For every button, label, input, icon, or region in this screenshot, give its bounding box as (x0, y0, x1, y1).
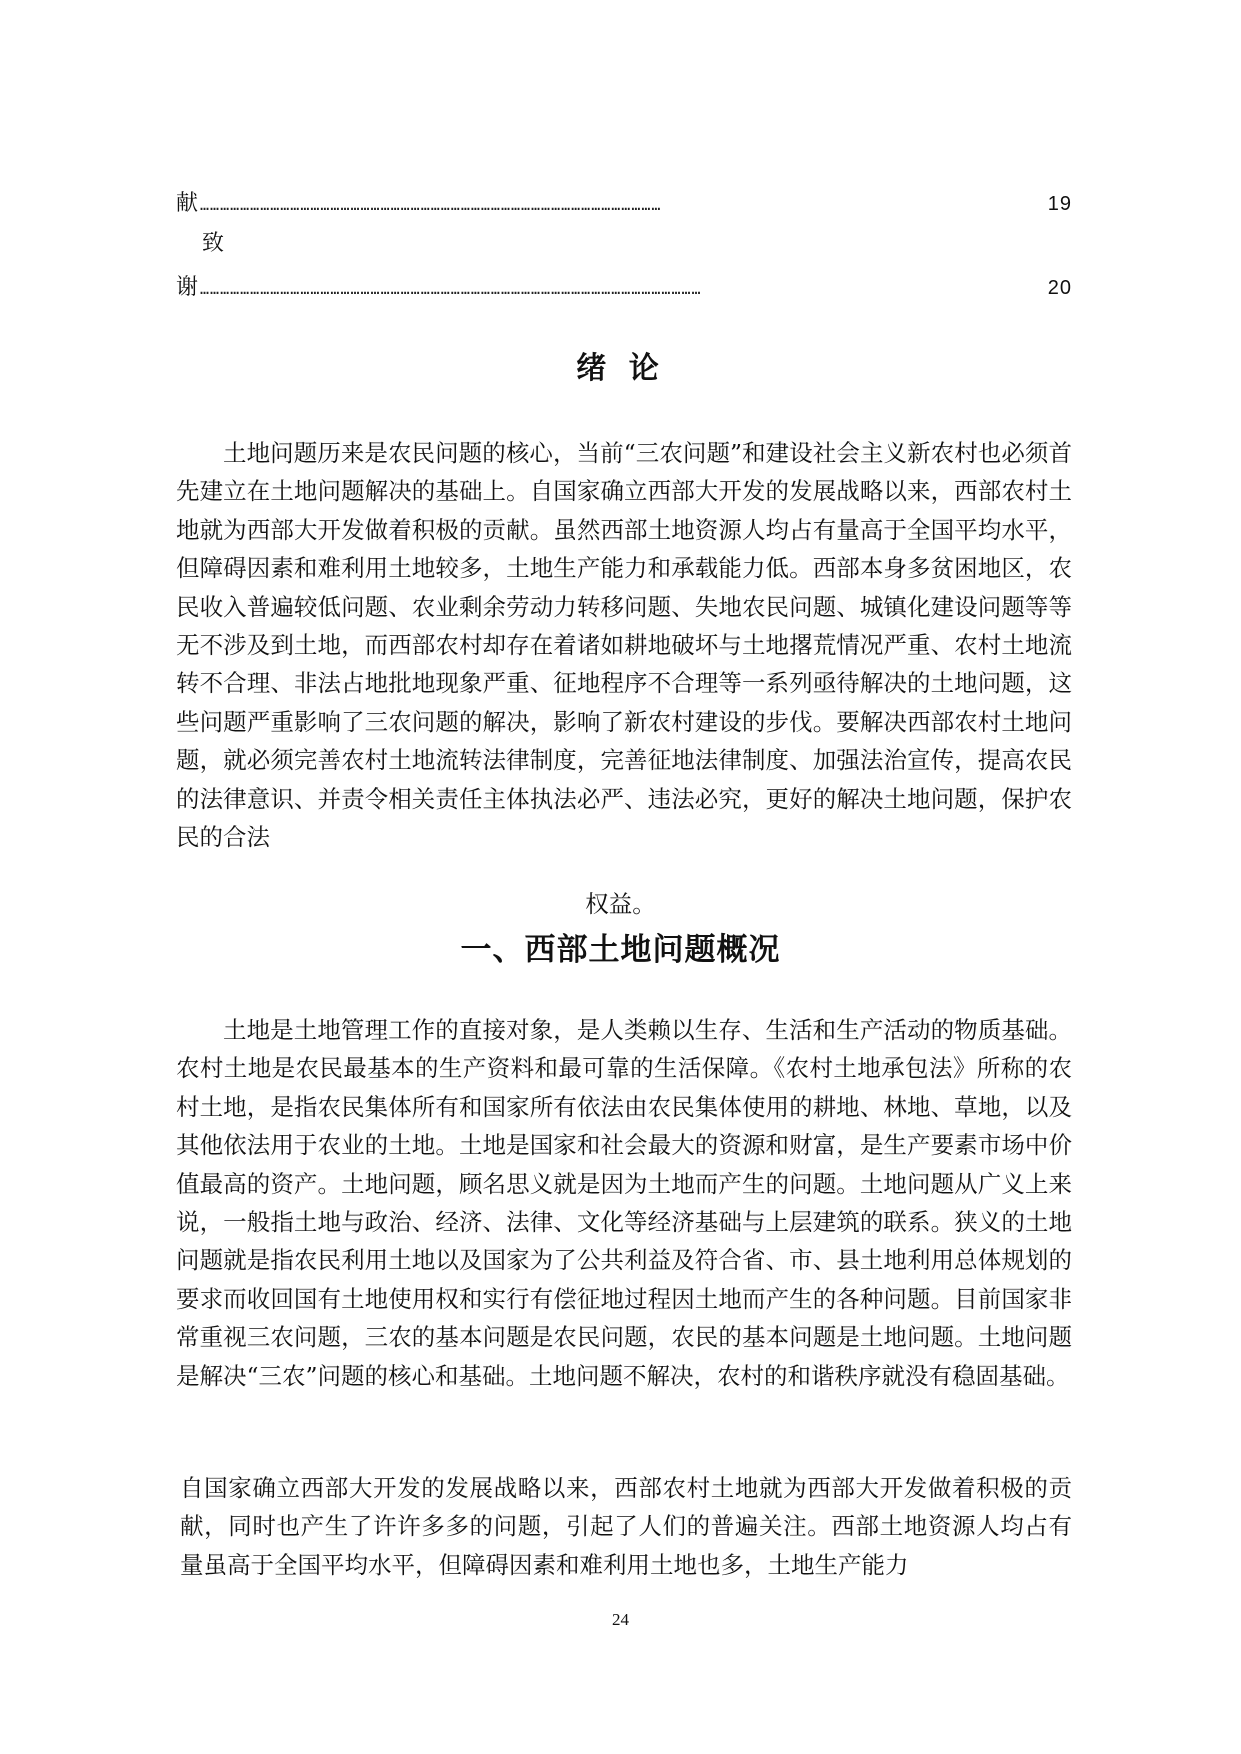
toc-entry-label: 谢 (176, 275, 199, 300)
page-number: 24 (612, 1610, 629, 1629)
toc-page-number: 20 (1047, 277, 1072, 299)
section-heading: 一、西部土地问题概况 (460, 932, 781, 968)
toc-entry-label: 献 (176, 191, 199, 216)
toc-entry-references (176, 186, 1072, 222)
toc-dot-leader: ………………………………………………………………………………………………………………………… (200, 196, 662, 214)
toc-page-number: 19 (1047, 193, 1072, 215)
section-paragraph: 土地是土地管理工作的直接对象，是人类赖以生存、生活和生产活动的物质基础。农村土地是农民最基本的生产资料和最可靠的生活保障。《农村土地承包法》所称的农村土地，是指农民集体所有和国家所有依法由农民集体使用的耕地、林地、草地，以及其他依法用于农业的土地。土地是国家和社会最大的资源和财富，是生产要素市场中价值最高的资产。土地问题，顾名思义就是因为土地而产生的问题。土地问题从广义上来说，一般指土地与政治、经济、法律、文化等经济基础与上层建筑的联系。狭义的土地问题就是指农民利用土地以及国家为了公共利益及符合省、市、县土地利用总体规划的要求而收回国有土地使用权和实行有偿征地过程因土地而产生的各种问题。目前国家非常重视三农问题，三农的基本问题是农民问题，农民的基本问题是土地问题。土地问题是解决“三农”问题的核心和基础。土地问题不解决，农村的和谐秩序就没有稳固基础。 (176, 1016, 1072, 1390)
intro-heading: 绪 论 (576, 351, 665, 386)
toc-entry-acknowledgements (176, 270, 1072, 306)
intro-paragraph: 土地问题历来是农民问题的核心，当前“三农问题”和建设社会主义新农村也必须首先建立在土地问题解决的基础上。自国家确立西部大开发的发展战略以来，西部农村土地就为西部大开发做着积极的贡献。虽然西部土地资源人均占有量高于全国平均水平，但障碍因素和难利用土地较多，土地生产能力和承载能力低。西部本身多贫困地区，农民收入普遍较低问题、农业剩余劳动力转移问题、失地农民问题、城镇化建设问题等等无不涉及到土地，而西部农村却存在着诸如耕地破坏与土地撂荒情况严重、农村土地流转不合理、非法占地批地现象严重、征地程序不合理等一系列亟待解决的土地问题，这些问题严重影响了三农问题的解决，影响了新农村建设的步伐。要解决西部农村土地问题，就必须完善农村土地流转法律制度，完善征地法律制度、加强法治宣传，提高农民的法律意识、并责令相关责任主体执法必严、违法必究，更好的解决土地问题，保护农民的合法 (176, 439, 1072, 852)
section-paragraph: 自国家确立西部大开发的发展战略以来，西部农村土地就为西部大开发做着积极的贡献，同时也产生了许许多多的问题，引起了人们的普遍关注。西部土地资源人均占有量虽高于全国平均水平，但障碍因素和难利用土地也多，土地生产能力 (180, 1474, 1072, 1579)
toc-entry-label: 致 (202, 231, 225, 256)
toc-dot-leader: …………………………………………………………………………………………………………………………………… (200, 280, 702, 298)
intro-paragraph-tail: 权益。 (585, 890, 656, 918)
